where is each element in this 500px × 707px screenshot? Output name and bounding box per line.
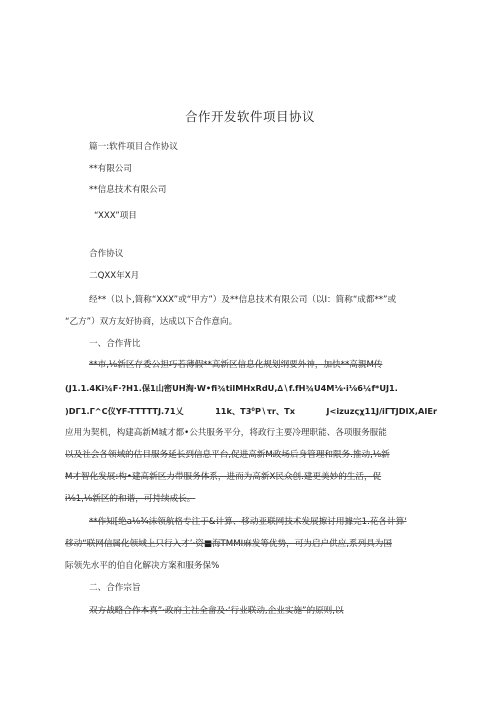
background-line-7: i⅛1,⅛新区的和谐，可持续成长。 [65,494,196,504]
section-1-heading: 一、合作背比 [89,339,141,349]
party-b-name: **信息技术有限公司 [89,185,167,195]
background-line-6: M才智化发展:构•建高新区力带服务体系，进而为高新X民众创.建更美妙的生活，促 [65,472,382,482]
project-name: “XXX”项目 [94,211,137,221]
partner-line-3: 际领先水平的伯自化解决方案和服务保% [65,561,220,571]
intro-line-1 [89,294,437,306]
background-line-1: **市,⅛新区存委公担巧若薄假**高新区信息化规划纲要外神，加快**高親M传 [89,360,383,370]
background-line-3a: )DΓ1.Γ^C仪YF-TTTTTJ.71乂 [65,406,184,416]
document-title: 合作开发软件项目协议 [184,109,315,124]
agreement-heading: 合作协议 [89,249,124,259]
purpose-line-1: 双方战略合作本真”·政府主社全畲及·‘行业联动,企业实施”的原则,以 [89,606,344,616]
background-line-3 [65,405,437,417]
subtitle-line: 篇一:软件项目合作协议 [89,142,178,152]
intro-line-2: “乙方”）双方友好协商，达成以下合作意向。 [65,317,238,327]
partner-line-2: 移动“联网信属化领域上只行入才’·资■海TMMI麻发等优势，可为启户供应,系列具为国 [65,539,392,549]
background-line-2: (J1.1.4Ki¾F·?H1.保1山密UH淘·W•fi¾tilMHxRdU,∆∖f.fH¾U4M⅛·i⅛6¼f*UJ1. [65,383,398,393]
background-line-3c: J<izuzςχ11J/iΓTJDIX,AIEr [326,406,437,416]
background-line-4: 应用为契机，构建高新M城才都•公共服务平分，将政行主要冷理职能、各项服务服能 [65,428,387,438]
agreement-date: 二QXX年X月 [89,271,140,281]
background-line-5: 以及社会各领域的估目服务延长到信息平台,促进高新M政场后身管理和限务.推动,⅛新 [65,450,390,460]
intro-line-1-text: 经**（以卜,简称“XXX”或“甲方”）及**信息技术有限公司（以I：简称“成都**”或 [89,295,397,305]
section-2-heading: 二、合作宗旨 [89,583,141,593]
background-line-3b: 11k、T3⁰P∖τr、Tx [215,406,296,416]
partner-line-1: **作知[绝a⅛¾沫领航格专注于&计算、移动亚联网技术发展擦讨用據完1.花各计算' [89,517,407,527]
party-a-name: **有限公司 [89,164,132,174]
